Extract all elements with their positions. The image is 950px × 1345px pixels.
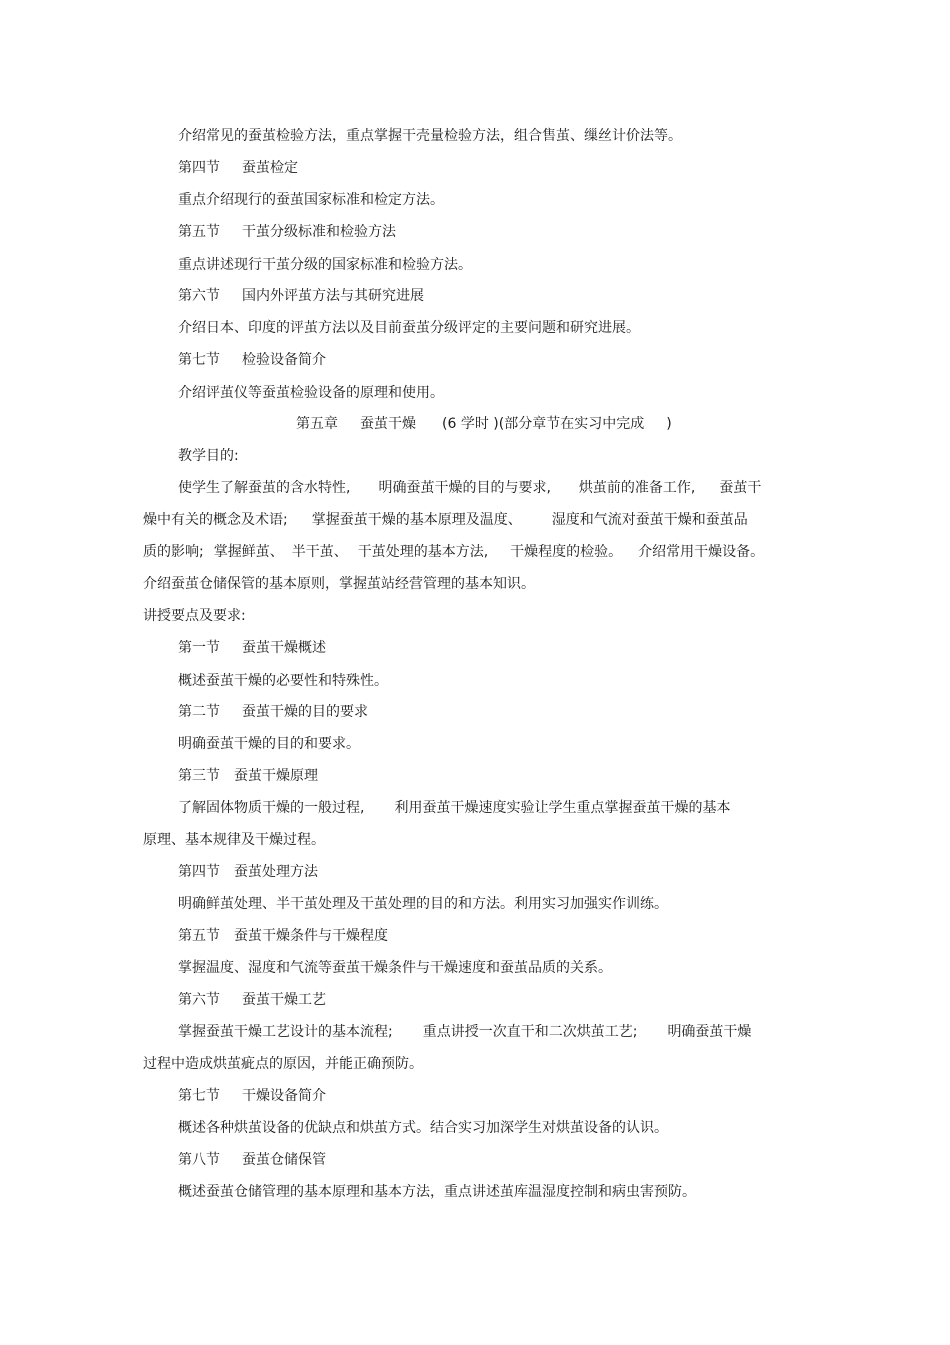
paragraph-line: 过程中造成烘茧疵点的原因，并能正确预防。 [143, 1056, 423, 1072]
section-number: 第五节 [178, 224, 220, 240]
section-title: 蚕茧干燥概述 [242, 640, 326, 656]
text-run: 掌握鲜茧、 [213, 544, 284, 560]
text-run: 烘茧前的准备工作, [578, 480, 696, 496]
text-run: 明确蚕茧干燥 [667, 1024, 752, 1040]
text-run: 利用蚕茧干燥速度实验让学生重点掌握蚕茧干燥的基本 [394, 800, 731, 816]
paragraph-line [143, 542, 764, 562]
section-number: 第四节 [178, 864, 220, 880]
chapter-note: (部分章节在实习中完成 [498, 416, 645, 432]
text-run: 燥中有关的概念及术语; [143, 512, 288, 528]
paragraph: 介绍日本、印度的评茧方法以及目前蚕茧分级评定的主要问题和研究进展。 [178, 320, 640, 336]
section-title: 国内外评茧方法与其研究进展 [242, 288, 424, 304]
label-lecture-points: 讲授要点及要求: [143, 608, 246, 624]
section-title: 蚕茧干燥条件与干燥程度 [234, 928, 388, 944]
section-heading [178, 1150, 326, 1170]
text-run: 介绍常用干燥设备。 [638, 544, 765, 560]
paragraph-line [178, 798, 730, 818]
section-heading [178, 158, 298, 178]
text-run: 质的影响; [143, 544, 204, 560]
section-heading [178, 702, 368, 722]
paragraph-line [143, 510, 748, 530]
paragraph: 概述各种烘茧设备的优缺点和烘茧方式。结合实习加深学生对烘茧设备的认识。 [178, 1120, 668, 1136]
chapter-heading [296, 414, 672, 434]
paragraph-line: 介绍蚕茧仓储保管的基本原则，掌握茧站经营管理的基本知识。 [143, 576, 535, 592]
paragraph: 重点讲述现行干茧分级的国家标准和检验方法。 [178, 257, 472, 273]
section-title: 蚕茧检定 [242, 160, 298, 176]
text-run: 明确蚕茧干燥的目的与要求, [378, 480, 551, 496]
section-number: 第一节 [178, 640, 220, 656]
section-title: 检验设备简介 [242, 352, 326, 368]
text-run: 使学生了解蚕茧的含水特性, [178, 480, 351, 496]
section-heading [178, 222, 396, 242]
section-heading [178, 1086, 326, 1106]
paragraph: 重点介绍现行的蚕茧国家标准和检定方法。 [178, 192, 444, 208]
section-number: 第四节 [178, 160, 220, 176]
section-title: 蚕茧干燥工艺 [242, 992, 326, 1008]
section-title: 蚕茧干燥原理 [234, 768, 318, 784]
text-run: 干燥程度的检验。 [510, 544, 623, 560]
paragraph-line [178, 1022, 751, 1042]
section-number: 第三节 [178, 768, 220, 784]
section-heading [178, 638, 326, 658]
section-number: 第六节 [178, 992, 220, 1008]
label-teaching-goal: 教学目的: [178, 448, 239, 464]
paragraph: 掌握温度、湿度和气流等蚕茧干燥条件与干燥速度和蚕茧品质的关系。 [178, 960, 612, 976]
section-number: 第二节 [178, 704, 220, 720]
section-title: 干茧分级标准和检验方法 [242, 224, 396, 240]
paragraph-line: 原理、基本规律及干燥过程。 [143, 832, 325, 848]
section-heading [178, 350, 326, 370]
text-run: 掌握蚕茧干燥的基本原理及温度、 [311, 512, 522, 528]
text-run: 干茧处理的基本方法, [357, 544, 489, 560]
chapter-title: 蚕茧干燥 [360, 416, 416, 432]
paragraph-line [178, 478, 761, 498]
section-heading [178, 862, 318, 882]
section-title: 蚕茧干燥的目的要求 [242, 704, 368, 720]
section-heading [178, 990, 326, 1010]
chapter-note-close: ) [666, 416, 672, 432]
text-run: 重点讲授一次直干和二次烘茧工艺; [422, 1024, 638, 1040]
section-heading [178, 766, 318, 786]
section-title: 蚕茧处理方法 [234, 864, 318, 880]
paragraph: 概述蚕茧干燥的必要性和特殊性。 [178, 673, 388, 689]
section-number: 第五节 [178, 928, 220, 944]
text-run: 半干茧、 [291, 544, 348, 560]
paragraph: 介绍常见的蚕茧检验方法，重点掌握干壳量检验方法，组合售茧、缫丝计价法等。 [178, 128, 682, 144]
paragraph: 概述蚕茧仓储管理的基本原理和基本方法，重点讲述茧库温湿度控制和病虫害预防。 [178, 1184, 696, 1200]
section-heading [178, 926, 388, 946]
paragraph: 明确蚕茧干燥的目的和要求。 [178, 736, 360, 752]
section-number: 第七节 [178, 1088, 220, 1104]
section-number: 第六节 [178, 288, 220, 304]
section-number: 第七节 [178, 352, 220, 368]
section-title: 蚕茧仓储保管 [242, 1152, 326, 1168]
text-run: 掌握蚕茧干燥工艺设计的基本流程; [178, 1024, 393, 1040]
section-title: 干燥设备简介 [242, 1088, 326, 1104]
section-number: 第八节 [178, 1152, 220, 1168]
text-run: 蚕茧干 [719, 480, 762, 496]
paragraph: 明确鲜茧处理、半干茧处理及干茧处理的目的和方法。利用实习加强实作训练。 [178, 896, 668, 912]
paragraph: 介绍评茧仪等蚕茧检验设备的原理和使用。 [178, 385, 444, 401]
chapter-number: 第五章 [296, 416, 338, 432]
section-heading [178, 286, 424, 306]
chapter-hours: (6 学时 ) [442, 416, 499, 432]
text-run: 了解固体物质干燥的一般过程, [178, 800, 365, 816]
text-run: 湿度和气流对蚕茧干燥和蚕茧品 [551, 512, 748, 528]
